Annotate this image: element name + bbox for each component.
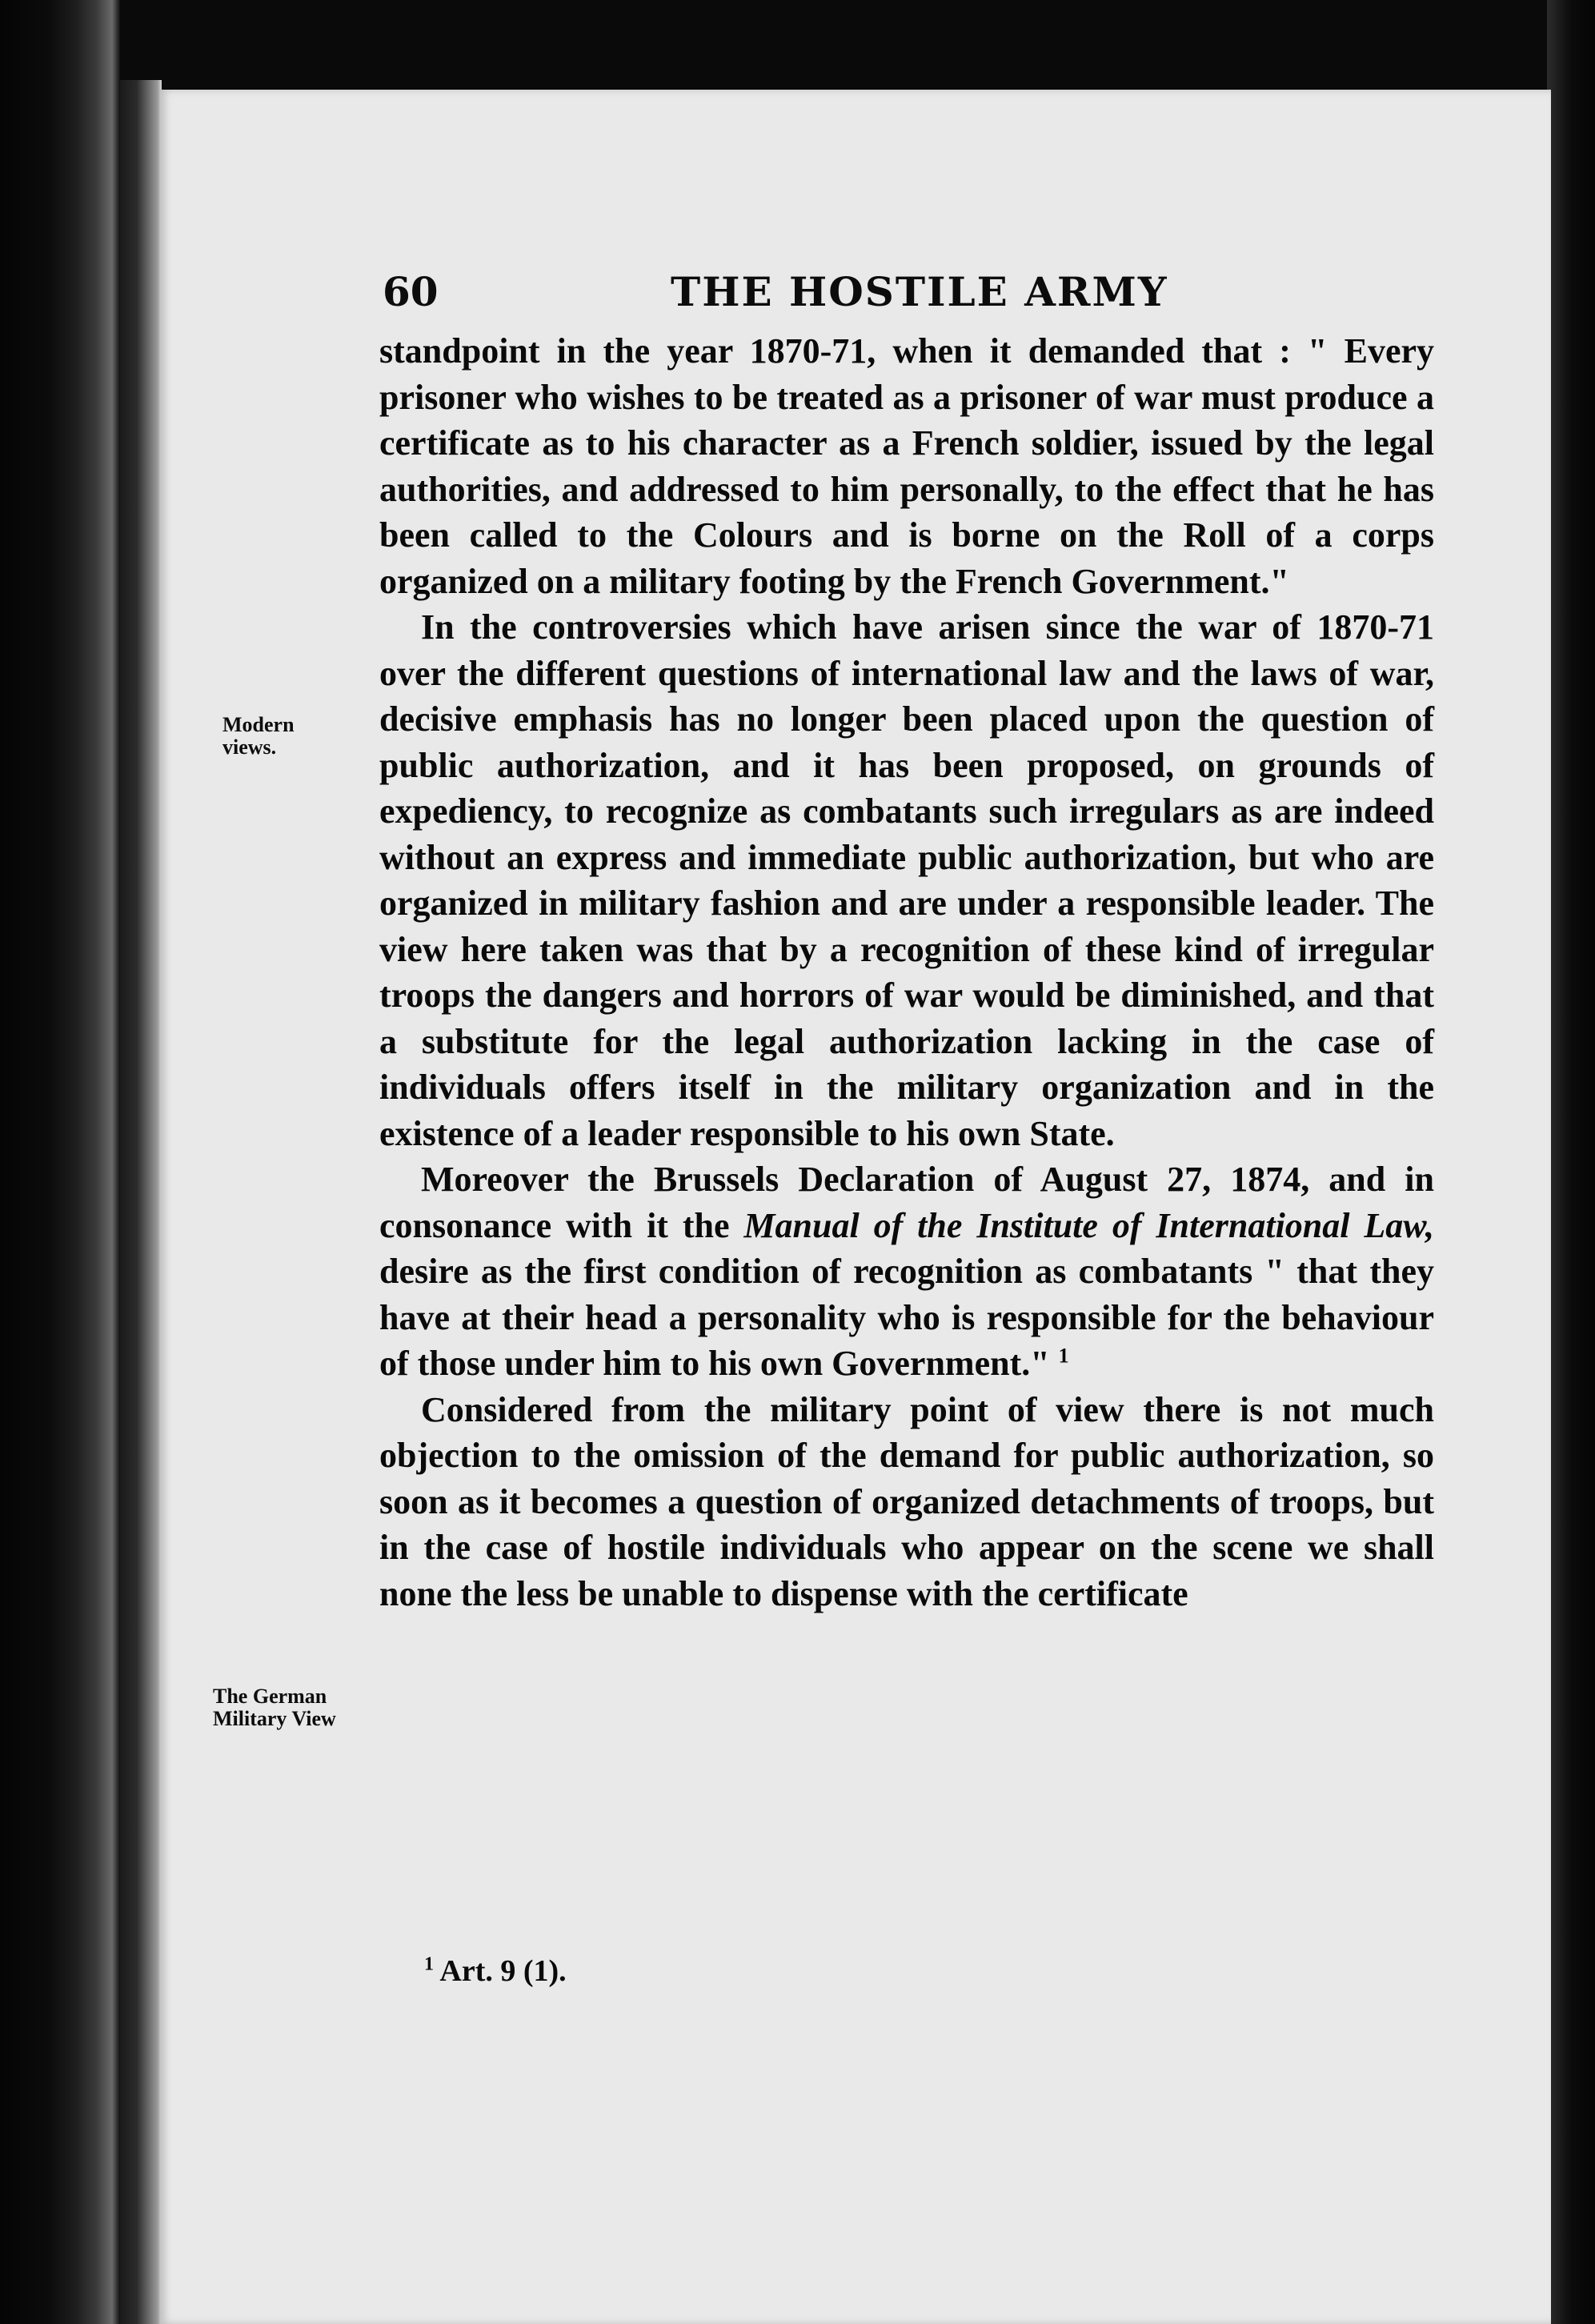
paragraph-1: standpoint in the year 1870-71, when it demanded that : " Every prisoner who wishes to be treated as a prisoner of war must produce a certificate as to his character as a French soldier, issued by the legal authorities, and addressed to him personally, to the effect that he has been called to the Colours and is borne on the Roll of a corps organized on a military footing by the French Government." (379, 331, 1434, 601)
page-number: 60 (383, 268, 439, 315)
paragraph-3-text-after: desire as the first condition of recognition as combatants " that they have at their head a personality who is responsible for the behaviour of those under him to his own Government." (379, 1252, 1434, 1383)
footnote-text: Art. 9 (1). (439, 1954, 567, 1988)
paragraph-2: In the controversies which have arisen since the war of 1870-71 over the different questions of international law and the laws of war, decisive emphasis has no longer been placed upon the question of public authorization, and it has been proposed, on grounds of expediency, to recognize as combatants such irregulars as are indeed without an express and immediate public authorization, but who are organized in military fashion and are under a responsible leader. The view here taken was that by a recognition of these kind of irregular troops the dangers and horrors of war would be diminished, and that a substitute for the legal authorization lacking in the case of individuals offers itself in the military organization and in the existence of a leader responsible to his own State. (379, 607, 1434, 1153)
paragraph-3-italic-title: Manual of the Institute of International Law, (743, 1205, 1434, 1245)
scan-right-border (1547, 0, 1595, 2324)
body-text (379, 328, 1434, 1617)
paragraph-4: Considered from the military point of view there is not much objection to the omission of the demand for public authorization, so soon as it becomes a question of organized detachments of troops, but in the case of hostile individuals who appear on the scene we shall none the less be unable to dispense with the certificate (379, 1389, 1434, 1613)
scan-left-border (0, 0, 120, 2324)
page-spine-shadow (120, 80, 162, 2324)
footnote-marker: 1 (424, 1953, 434, 1975)
page-header (383, 264, 1431, 320)
footnote (424, 1951, 567, 1991)
margin-note-german-military-view: The German Military View (213, 1685, 336, 1730)
margin-note-modern-views: Modern views. (222, 713, 295, 759)
scan-top-border (0, 0, 1595, 88)
running-title: THE HOSTILE ARMY (671, 268, 1168, 315)
paragraph-3 (379, 1156, 1434, 1387)
footnote-reference: 1 (1058, 1344, 1069, 1368)
paragraph-3-text-before: Moreover the Brussels Declaration of August 27, 1874, and in consonance with it the (379, 1160, 1434, 1245)
